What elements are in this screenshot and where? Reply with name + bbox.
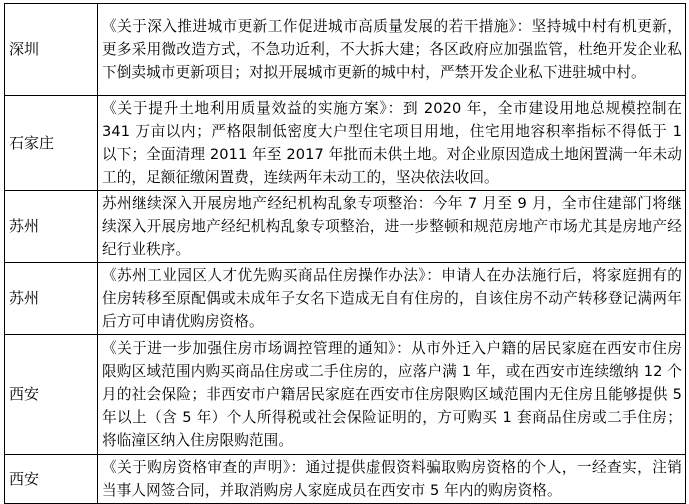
policy-content-cell: 《关于深入推进城市更新工作促进城市高质量发展的若干措施》：坚持城中村有机更新，更多采用微改造方式，不急功近利，不大拆大建；各区政府应加强监管，杜绝开发企业私下倒卖城市更新项目；对拟开展城市更新的城中村，严禁开发企业私下进驻城中村。 <box>98 4 686 96</box>
city-cell: 苏州 <box>5 191 98 263</box>
table-row <box>5 263 686 335</box>
city-cell: 石家庄 <box>5 96 98 191</box>
policy-content-cell: 《关于购房资格审查的声明》：通过提供虚假资料骗取购房资格的个人，一经查实，注销当事人网签合同，并取消购房人家庭成员在西安市 5 年内的购房资格。 <box>98 455 686 504</box>
policy-content-cell: 苏州继续深入开展房地产经纪机构乱象专项整治：今年 7 月至 9 月，全市住建部门将继续深入开展房地产经纪机构乱象专项整治，进一步整顿和规范房地产市场尤其是房地产经纪行业秩序。 <box>98 191 686 263</box>
city-cell: 苏州 <box>5 263 98 335</box>
policy-content-cell: 《关于进一步加强住房市场调控管理的通知》：从市外迁入户籍的居民家庭在西安市住房限购区域范围内购买商品住房或二手住房的，应落户满 1 年，或在西安市连续缴纳 12 个月的社会保险；非西安市户籍居民家庭在西安市住房限购区域范围内无住房且能够提供 5 年以上（含 5 年）个人所得税或社会保险证明的，方可购买 1 套商品住房或二手住房；将临潼区纳入住房限购范围。 <box>98 335 686 455</box>
table-row <box>5 4 686 96</box>
city-cell: 西安 <box>5 455 98 504</box>
table-row <box>5 191 686 263</box>
city-cell: 深圳 <box>5 4 98 96</box>
policy-table <box>4 3 686 504</box>
table-row <box>5 455 686 504</box>
table-row <box>5 96 686 191</box>
city-cell: 西安 <box>5 335 98 455</box>
policy-content-cell: 《苏州工业园区人才优先购买商品住房操作办法》：申请人在办法施行后，将家庭拥有的住房转移至原配偶或未成年子女名下造成无自有住房的，自该住房不动产转移登记满两年后方可申请优购房资格。 <box>98 263 686 335</box>
table-row <box>5 335 686 455</box>
policy-content-cell: 《关于提升土地利用质量效益的实施方案》：到 2020 年，全市建设用地总规模控制在 341 万亩以内；严格限制低密度大户型住宅项目用地，住宅用地容积率指标不得低于 1 以下；全面清理 2011 年至 2017 年批而未供土地。对企业原因造成土地闲置满一年未动工的，足额征缴闲置费，连续两年未动工的，坚决依法收回。 <box>98 96 686 191</box>
